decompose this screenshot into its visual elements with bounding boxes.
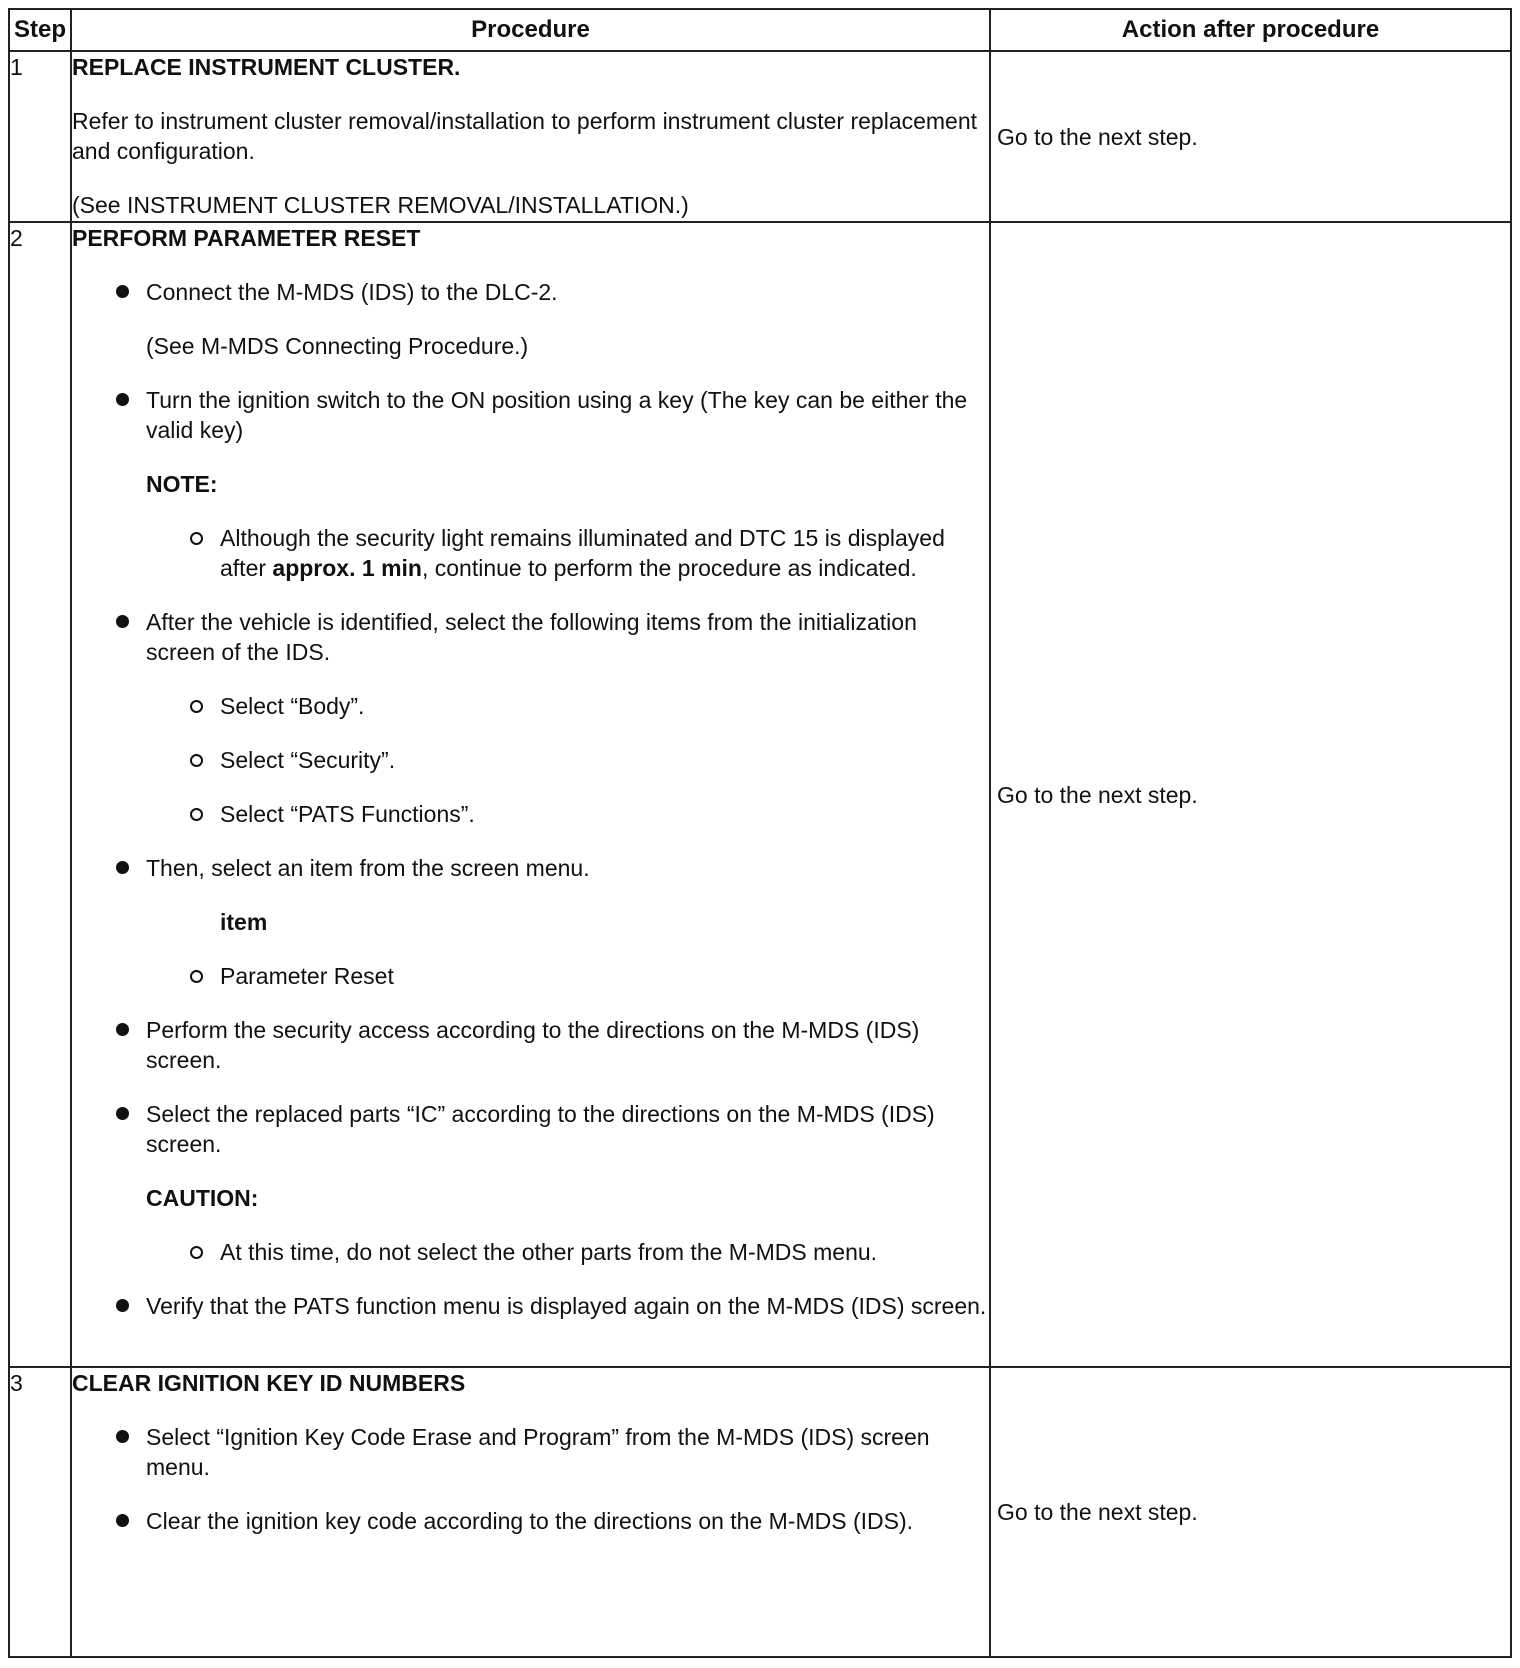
sub-list-item: [146, 961, 989, 991]
hollow-bullet-icon: [190, 754, 203, 767]
sub-list-item: [146, 691, 989, 721]
sub-list: [146, 1237, 989, 1267]
sub-list-item: [146, 745, 989, 775]
note-text-part: Although the security light remains illuminated and DTC 15 is displayed after: [220, 525, 945, 581]
header-row: [9, 9, 1511, 51]
bullet-dot-icon: [116, 1107, 129, 1120]
procedure-cell: [71, 1367, 990, 1657]
list-item-subtext: (See M-MDS Connecting Procedure.): [146, 333, 529, 359]
list-item: [72, 385, 989, 583]
sub-list: [146, 523, 989, 583]
step-column-header: Step: [9, 9, 71, 51]
note-text: [220, 525, 945, 581]
hollow-bullet-icon: [190, 808, 203, 821]
action-cell: Go to the next step.: [990, 222, 1511, 1367]
bullet-dot-icon: [116, 861, 129, 874]
list-item-text: Connect the M-MDS (IDS) to the DLC-2.: [146, 279, 558, 305]
list-item: [72, 853, 989, 991]
bullet-dot-icon: [116, 615, 129, 628]
procedure-cell: [71, 222, 990, 1367]
list-item-text: Verify that the PATS function menu is displayed again on the M-MDS (IDS) screen.: [146, 1293, 987, 1319]
step-title: REPLACE INSTRUMENT CLUSTER.: [72, 54, 461, 80]
list-item-text: Clear the ignition key code according to the directions on the M-MDS (IDS).: [146, 1508, 914, 1534]
bullet-dot-icon: [116, 1430, 129, 1443]
procedure-cell: [71, 51, 990, 222]
bullet-list: [72, 1422, 989, 1536]
list-item: [72, 1506, 989, 1536]
sub-list: [146, 691, 989, 829]
step-title: PERFORM PARAMETER RESET: [72, 225, 421, 251]
list-item-text: Turn the ignition switch to the ON position using a key (The key can be either the valid key): [146, 387, 968, 443]
sub-list-item-text: Parameter Reset: [220, 963, 394, 989]
bullet-dot-icon: [116, 393, 129, 406]
list-item-text: Perform the security access according to the directions on the M-MDS (IDS) screen.: [146, 1017, 920, 1073]
list-item: [72, 1422, 989, 1482]
item-label: item: [220, 909, 268, 935]
action-column-header: Action after procedure: [990, 9, 1511, 51]
action-cell: Go to the next step.: [990, 1367, 1511, 1657]
procedure-column-header: Procedure: [71, 9, 990, 51]
hollow-bullet-icon: [190, 1246, 203, 1259]
sub-list-item-text: Select “Security”.: [220, 747, 396, 773]
paragraph: Refer to instrument cluster removal/installation to perform instrument cluster replacement and configuration.: [72, 108, 978, 164]
step-number: 1: [9, 51, 71, 222]
list-item-text: Select “Ignition Key Code Erase and Program” from the M-MDS (IDS) screen menu.: [146, 1424, 930, 1480]
list-item: [72, 1015, 989, 1075]
hollow-bullet-icon: [190, 970, 203, 983]
bullet-list: [72, 277, 989, 1321]
bullet-dot-icon: [116, 1023, 129, 1036]
list-item: [72, 1291, 989, 1321]
note-text-emphasis: approx. 1 min: [272, 555, 422, 581]
sub-list-item: [146, 799, 989, 829]
note-label: NOTE:: [146, 471, 218, 497]
sub-list-item-text: Select “Body”.: [220, 693, 365, 719]
hollow-bullet-icon: [190, 532, 203, 545]
sub-list-item: [146, 1237, 989, 1267]
caution-text: At this time, do not select the other parts from the M-MDS menu.: [220, 1239, 878, 1265]
list-item: [72, 607, 989, 829]
step-title: CLEAR IGNITION KEY ID NUMBERS: [72, 1370, 466, 1396]
list-item: [72, 1099, 989, 1267]
step-row-2: [9, 222, 1511, 1367]
step-number: 2: [9, 222, 71, 1367]
step-row-3: [9, 1367, 1511, 1657]
list-item-text: Then, select an item from the screen menu.: [146, 855, 590, 881]
sub-list: [146, 961, 989, 991]
list-item-text: Select the replaced parts “IC” according to the directions on the M-MDS (IDS) screen.: [146, 1101, 935, 1157]
caution-label: CAUTION:: [146, 1185, 259, 1211]
bullet-dot-icon: [116, 1514, 129, 1527]
step-number: 3: [9, 1367, 71, 1657]
step-row-1: [9, 51, 1511, 222]
list-item-text: After the vehicle is identified, select the following items from the initialization screen of the IDS.: [146, 609, 917, 665]
note-text-part: , continue to perform the procedure as indicated.: [421, 555, 917, 581]
list-item: [72, 277, 989, 361]
sub-list-item: [146, 523, 989, 583]
bullet-dot-icon: [116, 285, 129, 298]
procedure-table: [8, 8, 1512, 1658]
bullet-dot-icon: [116, 1299, 129, 1312]
sub-list-item-text: Select “PATS Functions”.: [220, 801, 475, 827]
paragraph: (See INSTRUMENT CLUSTER REMOVAL/INSTALLATION.): [72, 192, 689, 218]
hollow-bullet-icon: [190, 700, 203, 713]
action-cell: Go to the next step.: [990, 51, 1511, 222]
